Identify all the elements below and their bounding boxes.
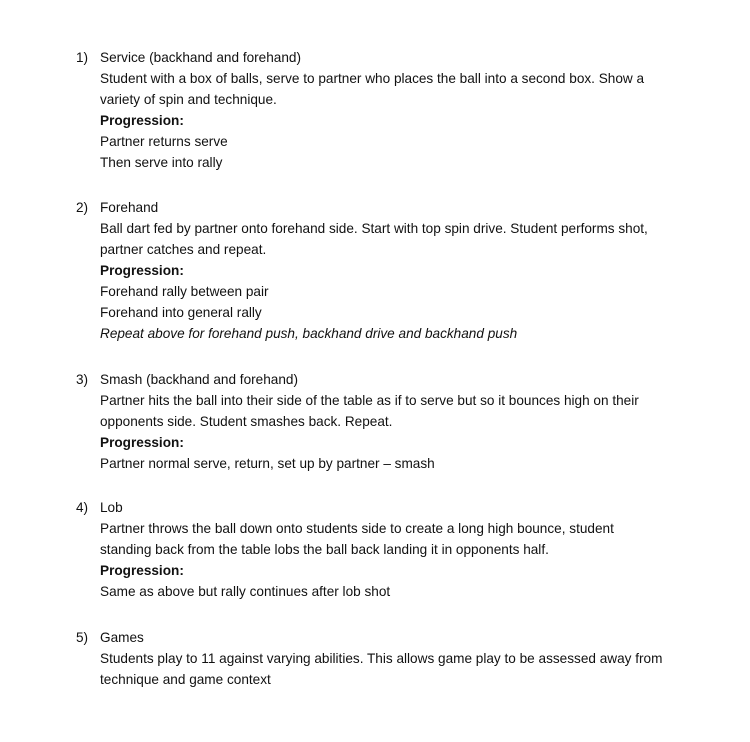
- item-description-line: Partner throws the ball down onto students side to create a long high bounce, student: [100, 521, 614, 536]
- item-number: 4): [76, 500, 89, 515]
- progression-line: Partner normal serve, return, set up by partner – smash: [100, 456, 435, 471]
- progression-line: Forehand into general rally: [100, 305, 262, 320]
- progression-label: Progression:: [100, 563, 184, 578]
- progression-line: Forehand rally between pair: [100, 284, 269, 299]
- repeat-note: Repeat above for forehand push, backhand drive and backhand push: [100, 326, 518, 341]
- item-description-line: Ball dart fed by partner onto forehand side. Start with top spin drive. Student performs shot,: [100, 221, 648, 236]
- item-description-line: Partner hits the ball into their side of the table as if to serve but so it bounces high on their: [100, 393, 639, 408]
- item-body: [100, 369, 685, 474]
- progression-label: Progression:: [100, 113, 184, 128]
- item-number: 3): [76, 372, 89, 387]
- item-description-line: standing back from the table lobs the ball back landing it in opponents half.: [100, 542, 549, 557]
- progression-label: Progression:: [100, 435, 184, 450]
- item-body: [100, 497, 685, 602]
- item-description-line: technique and game context: [100, 672, 271, 687]
- item-title: Service (backhand and forehand): [100, 50, 302, 65]
- item-body: [100, 197, 685, 344]
- item-number: 1): [76, 50, 89, 65]
- item-title: Games: [100, 630, 144, 645]
- item-description-line: partner catches and repeat.: [100, 242, 267, 257]
- progression-label: Progression:: [100, 263, 184, 278]
- item-description-line: Students play to 11 against varying abilities. This allows game play to be assessed away from: [100, 651, 663, 666]
- item-description-line: Student with a box of balls, serve to partner who places the ball into a second box. Show a: [100, 71, 645, 86]
- item-description-line: variety of spin and technique.: [100, 92, 277, 107]
- item-title: Lob: [100, 500, 123, 515]
- item-title: Forehand: [100, 200, 159, 215]
- item-body: [100, 47, 685, 173]
- progression-line: Same as above but rally continues after lob shot: [100, 584, 391, 599]
- item-body: [100, 627, 685, 690]
- item-description-line: opponents side. Student smashes back. Repeat.: [100, 414, 393, 429]
- item-number: 2): [76, 200, 89, 215]
- progression-line: Then serve into rally: [100, 155, 223, 170]
- item-number: 5): [76, 630, 89, 645]
- progression-line: Partner returns serve: [100, 134, 228, 149]
- item-title: Smash (backhand and forehand): [100, 372, 298, 387]
